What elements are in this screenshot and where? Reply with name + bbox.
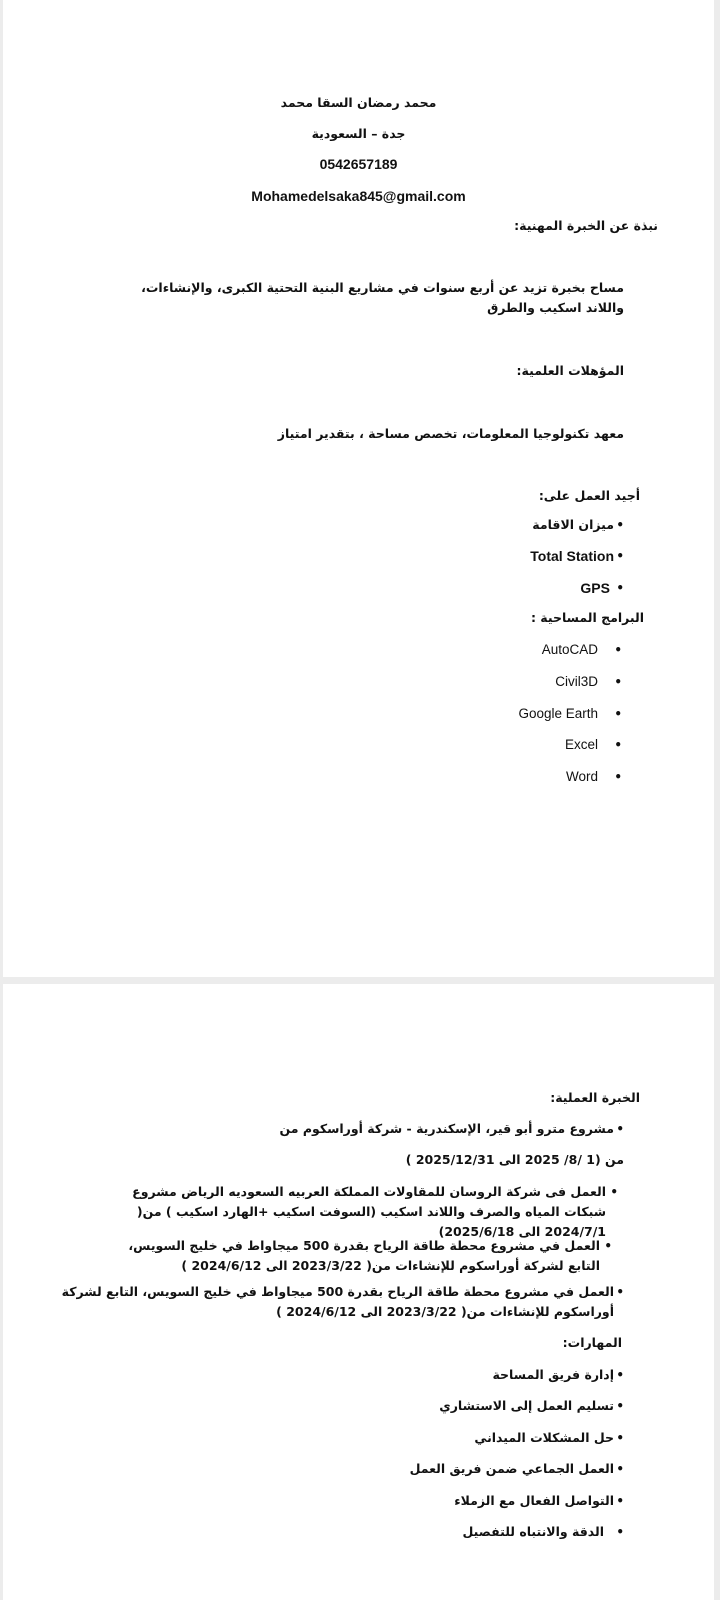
bullet-icon: • bbox=[616, 1462, 624, 1476]
bullet-icon: • bbox=[616, 1431, 624, 1445]
competencies-heading: أجيد العمل على: bbox=[538, 488, 640, 503]
qualifications-heading: المؤهلات العلمية: bbox=[516, 363, 624, 378]
summary-heading: نبذة عن الخبرة المهنية: bbox=[514, 218, 658, 233]
experience-dates: من (1 /8/ 2025 الى 2025/12/31 ) bbox=[405, 1152, 624, 1167]
full-name: محمد رمضان السقا محمد bbox=[280, 95, 437, 110]
resume-page-1 bbox=[3, 0, 714, 977]
bullet-icon: • bbox=[610, 1185, 618, 1199]
bullet-icon: • bbox=[614, 770, 622, 784]
competency-label: Total Station bbox=[530, 548, 614, 564]
resume-page-2 bbox=[3, 984, 714, 1600]
skill-label: التواصل الفعال مع الزملاء bbox=[454, 1493, 614, 1508]
skill-label: إدارة فريق المساحة bbox=[492, 1367, 614, 1382]
bullet-icon: • bbox=[616, 1285, 624, 1299]
bullet-icon: • bbox=[614, 675, 622, 689]
bullet-icon: • bbox=[616, 581, 624, 595]
bullet-icon: • bbox=[616, 1368, 624, 1382]
phone-number: 0542657189 bbox=[319, 156, 398, 172]
bullet-icon: • bbox=[616, 1122, 624, 1136]
experience-text: العمل في مشروع محطة طاقة الرياح بقدرة 500 ميجاواط في خليج السويس، التابع لشركة أوراسكوم للإنشاءات من( 2023/3/22 الى 2024/6/12 ) bbox=[61, 1284, 614, 1319]
skill-label: تسليم العمل إلى الاستشاري bbox=[439, 1398, 614, 1413]
skills-heading: المهارات: bbox=[562, 1335, 622, 1350]
bullet-icon: • bbox=[616, 1494, 624, 1508]
bullet-icon: • bbox=[614, 643, 622, 657]
software-label: AutoCAD bbox=[541, 642, 598, 657]
experience-heading: الخبرة العملية: bbox=[550, 1090, 640, 1105]
software-label: Excel bbox=[564, 737, 598, 752]
software-label: Word bbox=[565, 769, 598, 784]
competency-label: ميزان الاقامة bbox=[532, 517, 614, 532]
experience-line: مشروع مترو أبو قير، الإسكندرية - شركة أوراسكوم من bbox=[279, 1121, 614, 1136]
bullet-icon: • bbox=[604, 1239, 612, 1253]
email-address: Mohamedelsaka845@gmail.com bbox=[251, 188, 466, 204]
skill-label: العمل الجماعي ضمن فريق العمل bbox=[409, 1461, 614, 1476]
bullet-icon: • bbox=[616, 518, 624, 532]
software-label: Google Earth bbox=[518, 706, 598, 721]
experience-text: العمل في مشروع محطة طاقة الرياح بقدرة 500 ميجاواط في خليج السويس، التابع لشركة أوراسكوم للإنشاءات من( 2023/3/22 الى 2024/6/12 ) bbox=[128, 1238, 600, 1273]
bullet-icon: • bbox=[616, 549, 624, 563]
bullet-icon: • bbox=[614, 707, 622, 721]
experience-text: العمل فى شركة الروسان للمقاولات المملكة العربيه السعوديه الرياض مشروع شبكات المياه والصرف واللاند اسكيب (السوفت اسكيب +الهارد اسكيب ) من( 2024/7/1 الى 2025/6/18) bbox=[132, 1184, 606, 1239]
bullet-icon: • bbox=[614, 738, 622, 752]
skill-label: حل المشكلات الميداني bbox=[474, 1430, 614, 1445]
bullet-icon: • bbox=[616, 1399, 624, 1413]
software-label: Civil3D bbox=[555, 674, 598, 689]
qualifications-text: معهد تكنولوجيا المعلومات، تخصص مساحة ، بتقدير امتياز bbox=[277, 426, 624, 441]
summary-text: مساح بخبرة تزيد عن أربع سنوات في مشاريع البنية التحتية الكبرى، والإنشاءات، واللاند اسكيب والطرق bbox=[141, 280, 624, 315]
bullet-icon: • bbox=[616, 1525, 624, 1539]
location: جدة – السعودية bbox=[311, 126, 406, 141]
skill-label: الدقة والانتباه للتفصيل bbox=[462, 1524, 604, 1539]
software-heading: البرامج المساحية : bbox=[530, 610, 644, 625]
competency-label: GPS bbox=[580, 580, 610, 596]
